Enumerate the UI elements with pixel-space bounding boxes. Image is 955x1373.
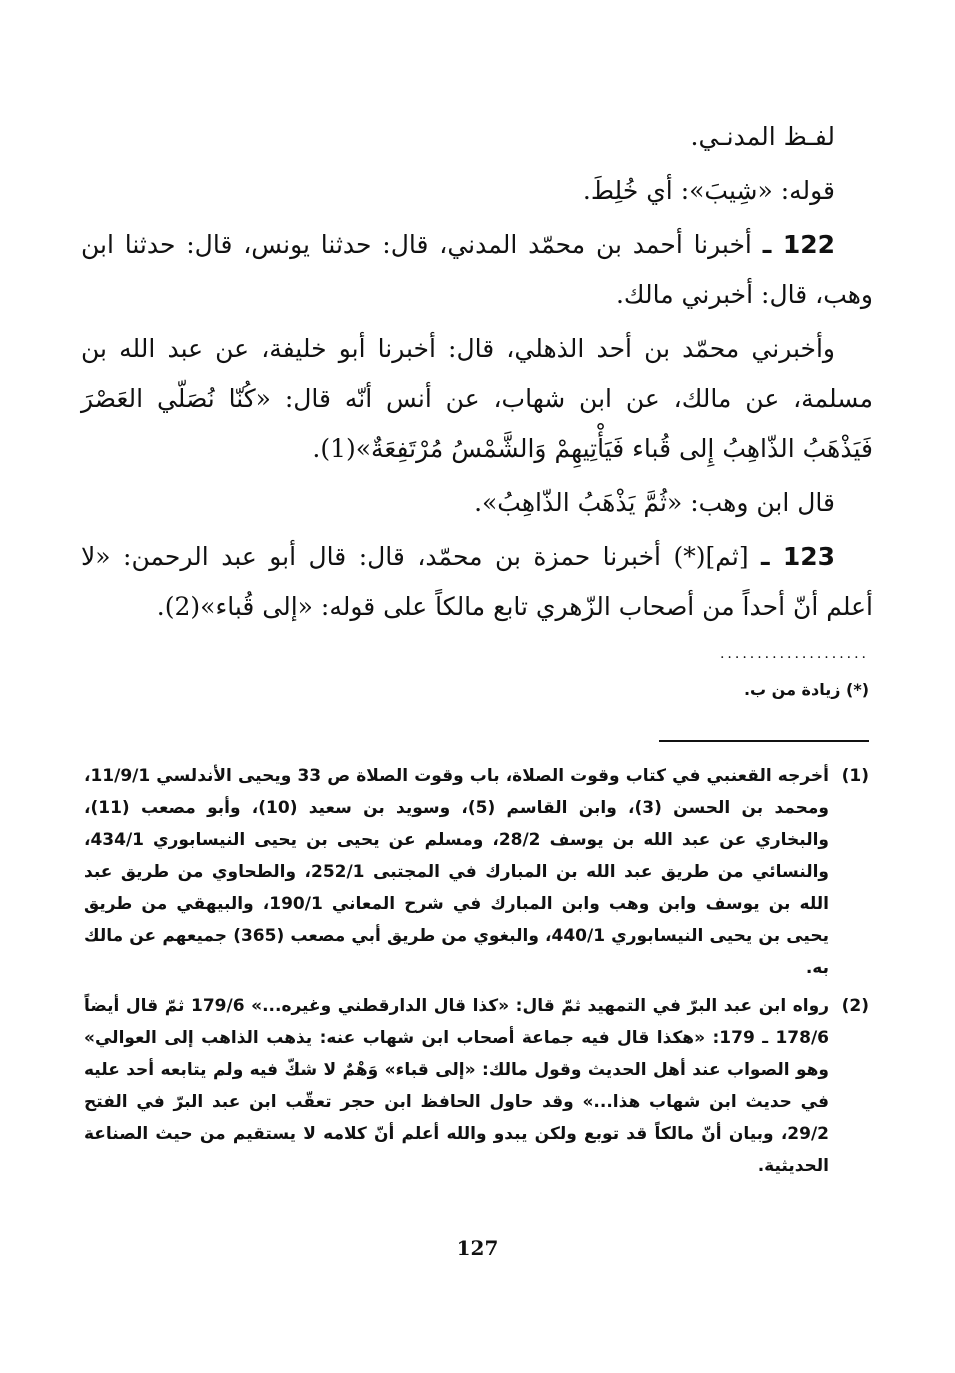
footnote-text: رواه ابن عبد البرّ في التمهيد ثمّ قال: «كذا قال الدارقطني وغيره...» 179/6 ثمّ قال أيضاً 178/6 ـ 179: «هكذا قال فيه جماعة أصحاب ابن شهاب عنه: يذهب الذاهب إلى العوالي» وهو الصواب عند أهل الحديث وقول مالك: «إلى قباء» وَهْمٌ لا شكّ فيه ولم يتابعه أحد عليه في حديث ابن شهاب هذا...» وقد حاول الحافظ ابن حجر تعقّب ابن عبد البرّ في الفتح 29/2، وبيان أنّ مالكاً قد توبع ولكن يبدو والله أعلم أنّ كلامه لا يستقيم من حيث الصناعة الحديثية. [84, 996, 829, 1176]
page-number: 127 [456, 1236, 499, 1260]
paragraph-ibn-wahb: قال ابن وهب: «ثُمَّ يَذْهَبُ الذّاهِبُ». [474, 488, 835, 517]
dotted-separator: .................... [719, 646, 869, 662]
hadith-text: أخبرنا أحمد بن محمّد المدني، قال: حدثنا يونس، قال: حدثنا ابن وهب، قال: أخبرني مالك. [81, 230, 873, 309]
hadith-123 [81, 532, 873, 632]
hadith-text: [ثم](*) أخبرنا حمزة بن محمّد، قال: قال أبو عبد الرحمن: «لا أعلم أنّ أحداً من أصحاب الزّهري تابع مالكاً على قوله: «إلى قُباء»(2). [81, 542, 873, 621]
text-line-lafz: لفـظ المدنـي. [690, 122, 835, 151]
hadith-122 [81, 220, 873, 320]
text-line-qawluh: قوله: «شِيبَ»: أي خُلِطَ. [582, 176, 835, 205]
footnote-number: (1) [841, 766, 869, 786]
footnote-text: أخرجه القعنبي في كتاب وقوت الصلاة، باب وقوت الصلاة ص 33 ويحيى الأندلسي 11/9/1، ومحمد بن الحسن (3)، وابن القاسم (5)، وسويد بن سعيد (10)، وأبو مصعب (11)، والبخاري عن عبد الله بن يوسف 28/2، ومسلم عن يحيى بن يحيى النيسابوري 434/1، والنسائي من طريق عبد الله بن المبارك في المجتبى 252/1، والطحاوي من طريق عبد الله بن يوسف وابن وهب وابن المبارك في شرح المعاني 190/1، والبيهقي من طريق يحيى بن يحيى النيسابوري 440/1، والبغوي من طريق أبي مصعب (365) جميعهم عن مالك به. [84, 766, 830, 978]
footnote-2 [84, 990, 869, 1182]
footnote-1 [84, 760, 869, 984]
hadith-number: 122 ـ [762, 230, 836, 259]
hadith-number: 123 ـ [761, 542, 835, 571]
footnotes [84, 760, 869, 1188]
footnote-number: (2) [841, 996, 869, 1016]
paragraph-zuhli: وأخبرني محمّد بن أحد الذهلي، قال: أخبرنا أبو خليفة، عن عبد الله بن مسلمة، عن مالك، عن ابن شهاب، عن أنس أنّه قال: «كُنّا نُصَلّي العَصْرَ فَيَذْهَبُ الذّاهِبُ إِلى قُباء فَيَأْتِيهِمْ وَالشَّمْسُ مُرْتَفِعَةٌ»(1). [81, 334, 873, 463]
main-text [81, 112, 873, 636]
footnote-rule [659, 740, 869, 742]
addition-note: (*) زيادة من ب. [743, 680, 869, 699]
